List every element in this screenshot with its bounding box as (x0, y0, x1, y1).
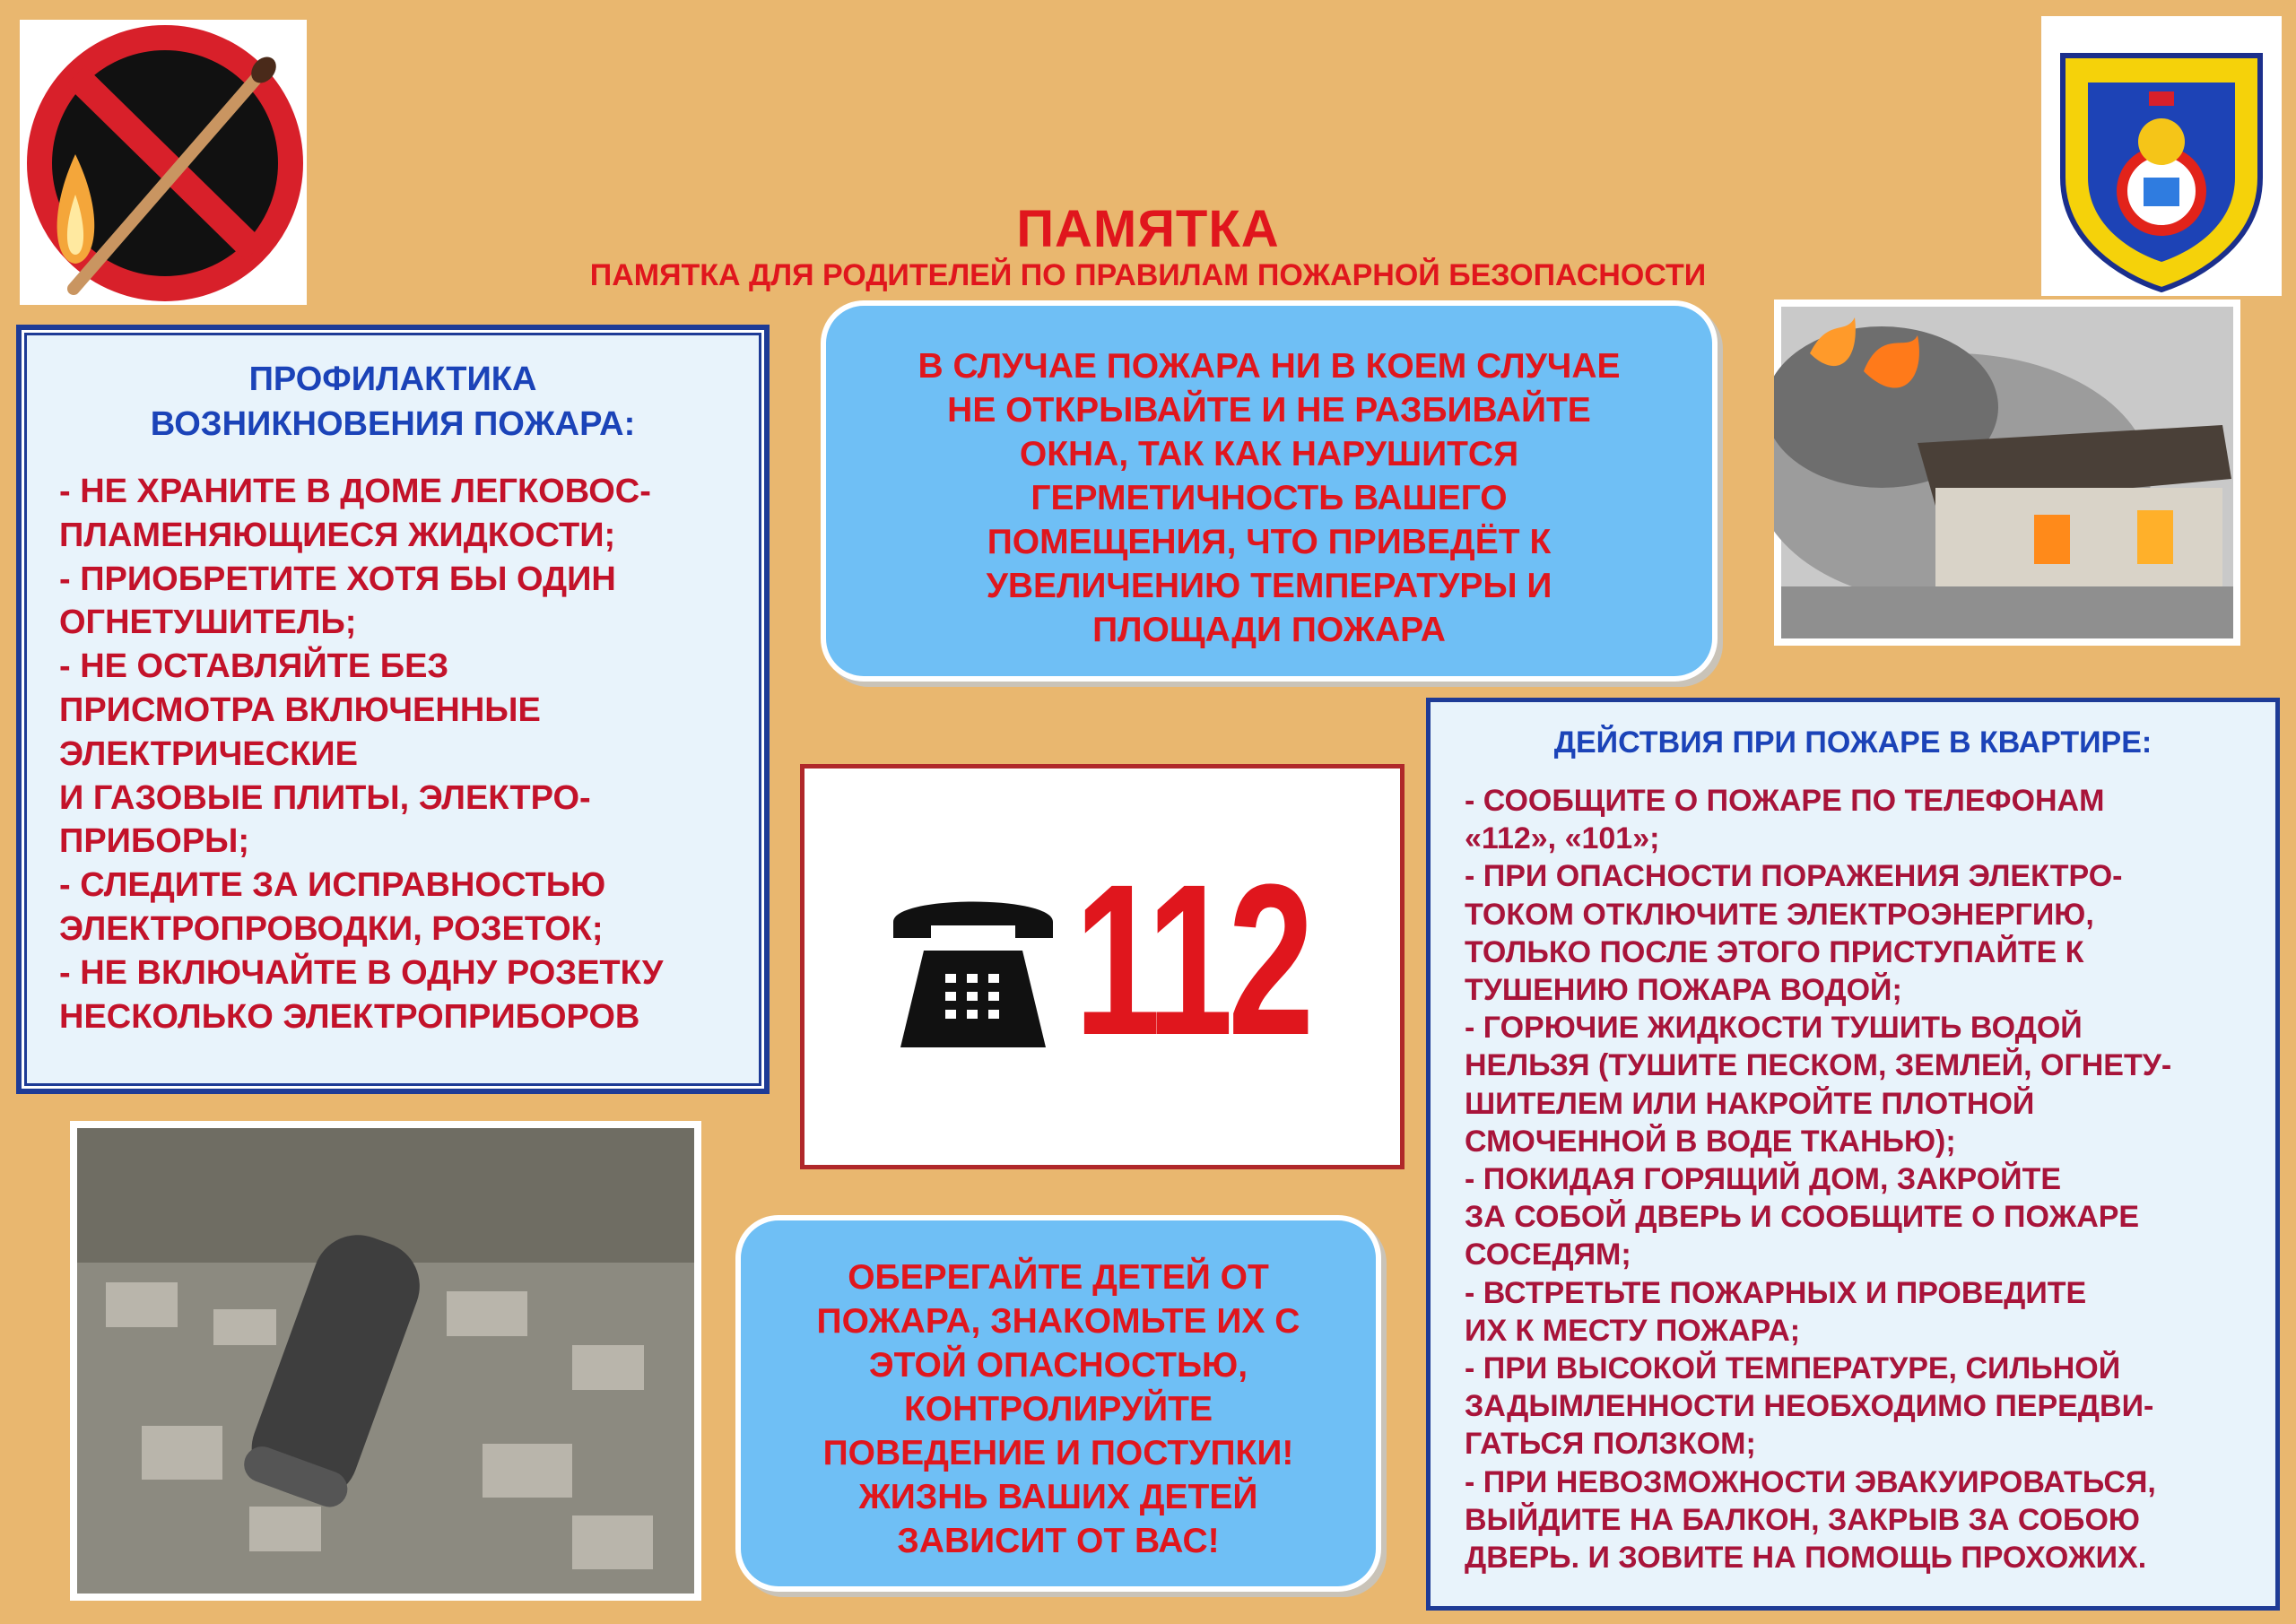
prevention-list: - НЕ ХРАНИТЕ В ДОМЕ ЛЕГКОВОС- ПЛАМЕНЯЮЩИЕСЯ ЖИДКОСТИ; - ПРИОБРЕТИТЕ ХОТЯ БЫ ОДИН ОГНЕТУШИТЕЛЬ; - НЕ ОСТАВЛЯЙТЕ БЕЗ ПРИСМОТРА ВКЛЮЧЕННЫЕ ЭЛЕКТРИЧЕСКИЕ И ГАЗОВЫЕ ПЛИТЫ, ЭЛЕКТРО- ПРИБОРЫ; - СЛЕДИТЕ ЗА ИСПРАВНОСТЬЮ ЭЛЕКТРОПРОВОДКИ, РОЗЕТОК; - НЕ ВКЛЮЧАЙТЕ В ОДНУ РОЗЕТКУ НЕСКОЛЬКО ЭЛЕКТРОПРИБОРОВ (59, 473, 664, 1036)
prevention-panel (16, 325, 770, 1094)
actions-list: - СООБЩИТЕ О ПОЖАРЕ ПО ТЕЛЕФОНАМ «112», «101»; - ПРИ ОПАСНОСТИ ПОРАЖЕНИЯ ЭЛЕКТРО- ТОКОМ ОТКЛЮЧИТЕ ЭЛЕКТРОЭНЕРГИЮ, ТОЛЬКО ПОСЛЕ ЭТОГО ПРИСТУПАЙТЕ К ТУШЕНИЮ ПОЖАРА ВОДОЙ; - ГОРЮЧИЕ ЖИДКОСТИ ТУШИТЬ ВОДОЙ НЕЛЬЗЯ (ТУШИТЕ ПЕСКОМ, ЗЕМЛЕЙ, ОГНЕТУ- ШИТЕЛЕМ ИЛИ НАКРОЙТЕ ПЛОТНОЙ СМОЧЕННОЙ В ВОДЕ ТКАНЬЮ); - ПОКИДАЯ ГОРЯЩИЙ ДОМ, ЗАКРОЙТЕ ЗА СОБОЙ ДВЕРЬ И СООБЩИТЕ О ПОЖАРЕ СОСЕДЯМ; - ВСТРЕТЬТЕ ПОЖАРНЫХ И ПРОВЕДИТЕ ИХ К МЕСТУ ПОЖАРА; - ПРИ ВЫСОКОЙ ТЕМПЕРАТУРЕ, СИЛЬНОЙ ЗАДЫМЛЕННОСТИ НЕОБХОДИМО ПЕРЕДВИ- ГАТЬСЯ ПОЛЗКОМ; - ПРИ НЕВОЗМОЖНОСТИ ЭВАКУИРОВАТЬСЯ, ВЫЙДИТЕ НА БАЛКОН, ЗАКРЫВ ЗА СОБОЮ ДВЕРЬ. И ЗОВИТЕ НА ПОМОЩЬ ПРОХОЖИХ. (1465, 784, 2172, 1576)
burning-house-photo (1774, 300, 2240, 646)
children-warning-bubble: ОБЕРЕГАЙТЕ ДЕТЕЙ ОТ ПОЖАРА, ЗНАКОМЬТЕ ИХ С ЭТОЙ ОПАСНОСТЬЮ, КОНТРОЛИРУЙТЕ ПОВЕДЕНИЕ И ПОСТУПКИ! ЖИЗНЬ ВАШИХ ДЕТЕЙ ЗАВИСИТ ОТ ВАС! (735, 1215, 1381, 1592)
telephone-icon (888, 886, 1058, 1061)
emergency-number: 112 (1074, 839, 1309, 1080)
actions-heading: ДЕЙСТВИЯ ПРИ ПОЖАРЕ В КВАРТИРЕ: (1553, 725, 2152, 760)
page-title: ПАМЯТКА (1016, 200, 1280, 258)
gas-cylinder-photo (70, 1121, 701, 1601)
prevention-heading: ПРОФИЛАКТИКА ВОЗНИКНОВЕНИЯ ПОЖАРА: (150, 360, 636, 443)
window-warning-bubble: В СЛУЧАЕ ПОЖАРА НИ В КОЕМ СЛУЧАЕ НЕ ОТКРЫВАЙТЕ И НЕ РАЗБИВАЙТЕ ОКНА, ТАК КАК НАРУШИТСЯ ГЕРМЕТИЧНОСТЬ ВАШЕГО ПОМЕЩЕНИЯ, ЧТО ПРИВЕДЁТ К УВЕЛИЧЕНИЮ ТЕМПЕРАТУРЫ И ПЛОЩАДИ ПОЖАРА (821, 300, 1718, 682)
page-subtitle: ПАМЯТКА ДЛЯ РОДИТЕЛЕЙ ПО ПРАВИЛАМ ПОЖАРНОЙ БЕЗОПАСНОСТИ (589, 258, 1707, 292)
actions-panel (1426, 698, 2280, 1611)
